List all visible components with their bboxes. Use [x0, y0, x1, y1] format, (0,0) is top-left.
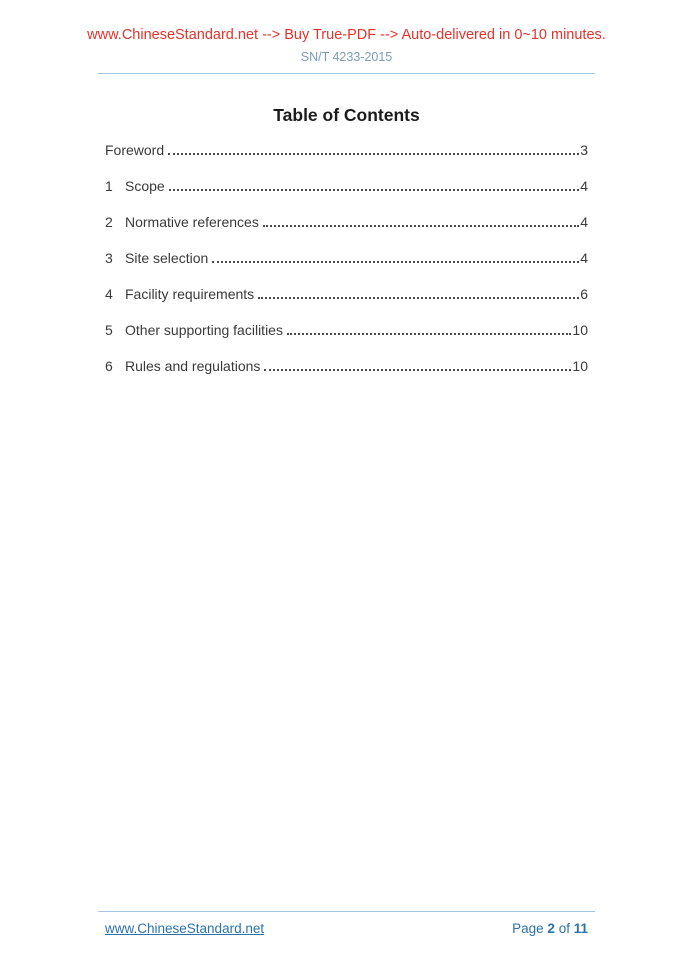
toc-entry-label: Other supporting facilities	[125, 322, 283, 338]
toc-list	[98, 143, 595, 373]
page-current: 2	[547, 921, 555, 936]
toc-dot-leader	[212, 261, 579, 263]
toc-entry-label: Facility requirements	[125, 286, 255, 302]
header-rule	[98, 73, 595, 74]
page-word: Page	[512, 921, 544, 936]
toc-entry-page: 4	[580, 250, 588, 266]
footer-site-link[interactable]: www.ChineseStandard.net	[105, 921, 265, 936]
toc-entry-page: 10	[572, 322, 588, 338]
toc-entry[interactable]	[105, 251, 588, 265]
toc-dot-leader	[263, 225, 579, 227]
toc-entry-number: 3	[105, 250, 113, 266]
toc-entry-label: Foreword	[105, 142, 165, 158]
toc-entry-page: 4	[580, 214, 588, 230]
toc-entry[interactable]	[105, 287, 588, 301]
toc-entry-number: 5	[105, 322, 113, 338]
toc-entry-page: 4	[580, 178, 588, 194]
toc-entry[interactable]	[105, 143, 588, 157]
toc-dot-leader	[287, 333, 571, 335]
toc-entry-label: Rules and regulations	[125, 358, 261, 374]
page-footer	[98, 911, 595, 936]
toc-dot-leader	[169, 189, 580, 191]
toc-entry-page: 6	[580, 286, 588, 302]
toc-entry-number: 6	[105, 358, 113, 374]
toc-dot-leader	[168, 153, 579, 155]
toc-entry-page: 10	[572, 358, 588, 374]
toc-entry-number: 2	[105, 214, 113, 230]
toc-entry[interactable]	[105, 359, 588, 373]
toc-entry[interactable]	[105, 323, 588, 337]
promo-banner: www.ChineseStandard.net --> Buy True-PDF --> Auto-delivered in 0~10 minutes.	[87, 27, 606, 43]
page-indicator	[512, 921, 588, 936]
toc-dot-leader	[258, 297, 579, 299]
toc-entry-label: Site selection	[125, 250, 209, 266]
standard-number: SN/T 4233-2015	[300, 50, 393, 64]
toc-entry[interactable]	[105, 179, 588, 193]
toc-entry-page: 3	[580, 142, 588, 158]
toc-entry-label: Scope	[125, 178, 165, 194]
toc-entry-number: 1	[105, 178, 113, 194]
toc-entry[interactable]	[105, 215, 588, 229]
toc-entry-label: Normative references	[125, 214, 259, 230]
toc-dot-leader	[264, 369, 571, 371]
of-word: of	[558, 921, 570, 936]
toc-entry-number: 4	[105, 286, 113, 302]
toc-title: Table of Contents	[273, 105, 420, 125]
page-total: 11	[573, 921, 588, 936]
